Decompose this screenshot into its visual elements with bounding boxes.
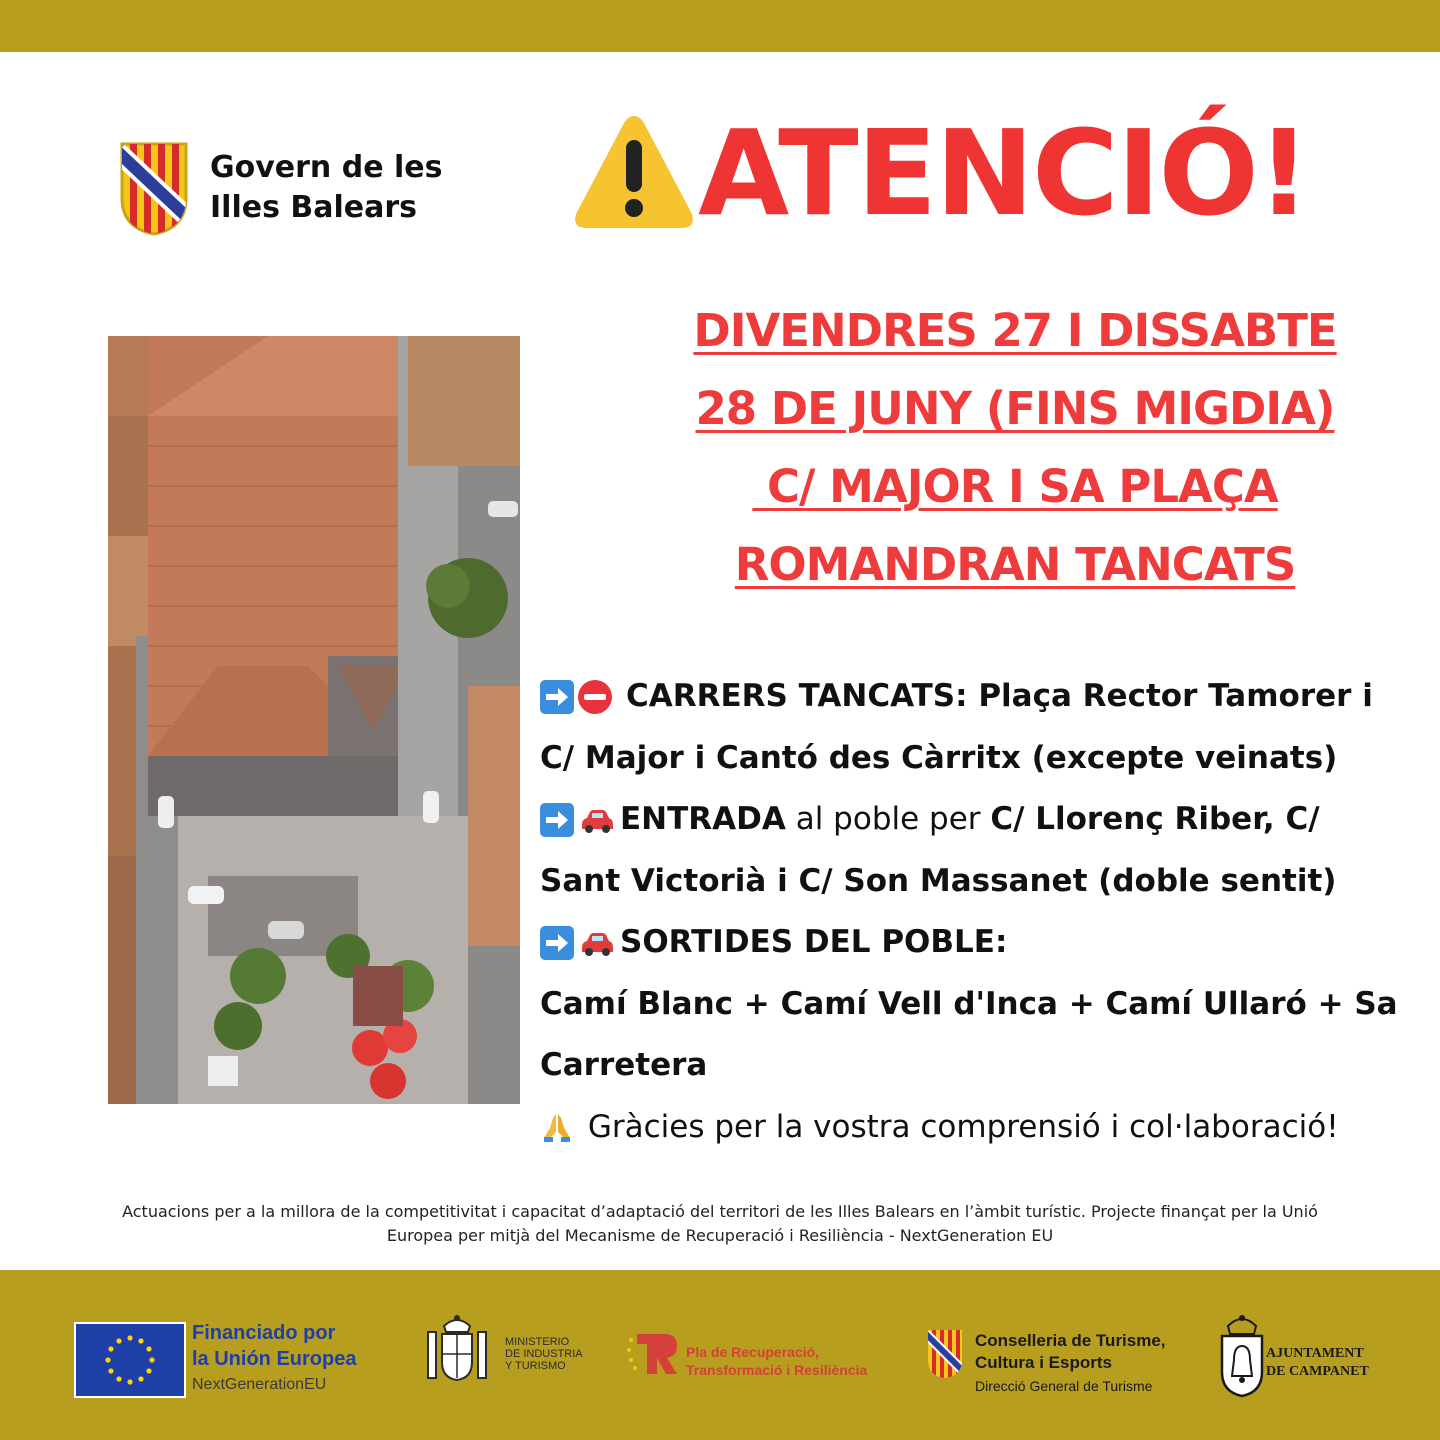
plan-line2: Transformació i Resiliència <box>686 1362 868 1378</box>
exits-routes-cont: Carretera <box>540 1047 708 1083</box>
campanet-shield-icon <box>1218 1312 1266 1398</box>
exits-row <box>540 912 1420 974</box>
arrow-right-icon <box>540 926 574 960</box>
conselleria-logo <box>975 1330 1166 1398</box>
announcement-line: ROMANDRAN TANCATS <box>734 538 1296 591</box>
entry-mid-text: al poble per <box>785 801 991 837</box>
footnote-line1: Actuacions per a la millora de la competitivitat i capacitat d’adaptació del territori de les Illes Balears en l’àmbit turístic. Projecte finançat per la Unió <box>122 1202 1318 1221</box>
balearic-shield-icon <box>118 140 190 236</box>
plan-line1: Pla de Recuperació, <box>686 1344 820 1360</box>
exits-routes: Camí Blanc + Camí Vell d'Inca + Camí Ullaró + Sa <box>540 985 1398 1022</box>
attention-title: ATENCIÓ! <box>698 104 1309 242</box>
announcement-line: DIVENDRES 27 I DISSABTE <box>693 304 1337 357</box>
recovery-plan-logo <box>686 1343 867 1379</box>
entry-label: ENTRADA <box>620 801 786 837</box>
top-band <box>0 0 1440 52</box>
warning-icon <box>570 110 698 234</box>
spain-coat-of-arms-icon <box>420 1312 494 1388</box>
arrow-right-icon <box>540 803 574 837</box>
thanks-text: Gràcies per la vostra comprensió i col·laboració! <box>578 1108 1339 1145</box>
cons-line1: Conselleria de Turisme, <box>975 1331 1166 1350</box>
traffic-info <box>540 666 1420 1158</box>
ministry-line1: MINISTERIO <box>505 1336 570 1348</box>
closure-announcement <box>630 292 1400 604</box>
folded-hands-icon <box>540 1110 574 1144</box>
entry-streets-cont: Sant Victorià i C/ Son Massanet (doble sentit) <box>540 862 1337 899</box>
ministry-logo <box>505 1336 583 1372</box>
cons-line3: Direcció General de Turisme <box>975 1378 1153 1394</box>
org-name-line2: Illes Balears <box>210 190 418 225</box>
ajt-line2: DE CAMPANET <box>1266 1364 1369 1379</box>
closed-streets-label: CARRERS TANCATS: <box>626 678 968 714</box>
govern-logo <box>118 140 443 236</box>
eu-line2: la Unión Europea <box>192 1348 357 1370</box>
announcement-line: 28 DE JUNY (FINS MIGDIA) <box>695 382 1335 435</box>
exits-label: SORTIDES DEL POBLE: <box>620 924 1008 960</box>
funding-footnote <box>90 1200 1350 1248</box>
no-entry-icon <box>578 680 612 714</box>
closed-streets-row <box>540 666 1420 728</box>
thanks-row <box>540 1097 1420 1159</box>
ministry-line2: DE INDUSTRIA <box>505 1348 583 1360</box>
eu-line3: NextGenerationEU <box>192 1376 327 1393</box>
closed-streets-text: Plaça Rector Tamorer i <box>967 678 1373 714</box>
entry-row <box>540 789 1420 851</box>
ministry-line3: Y TURISMO <box>505 1360 566 1372</box>
announcement-line: C/ MAJOR I SA PLAÇA <box>752 460 1278 513</box>
car-icon <box>578 926 616 960</box>
eu-line1: Financiado por <box>192 1322 336 1344</box>
footnote-line2: Europea per mitjà del Mecanisme de Recuperació i Resiliència - NextGeneration EU <box>386 1226 1054 1245</box>
aerial-town-photo <box>108 336 520 1104</box>
recovery-plan-logo-icon <box>625 1330 681 1380</box>
ajt-line1: AJUNTAMENT <box>1266 1346 1364 1361</box>
org-name-line1: Govern de les <box>210 150 443 185</box>
eu-flag-icon <box>74 1322 186 1398</box>
balearic-shield-small-icon <box>926 1328 964 1380</box>
car-icon <box>578 803 616 837</box>
eu-funding-logo <box>192 1320 356 1398</box>
arrow-right-icon <box>540 680 574 714</box>
cons-line2: Cultura i Esports <box>975 1353 1112 1372</box>
entry-streets: C/ Llorenç Riber, C/ <box>990 801 1320 837</box>
ajuntament-logo <box>1266 1345 1369 1381</box>
closed-streets-text-cont: C/ Major i Cantó des Càrritx (excepte veinats) <box>540 739 1338 776</box>
